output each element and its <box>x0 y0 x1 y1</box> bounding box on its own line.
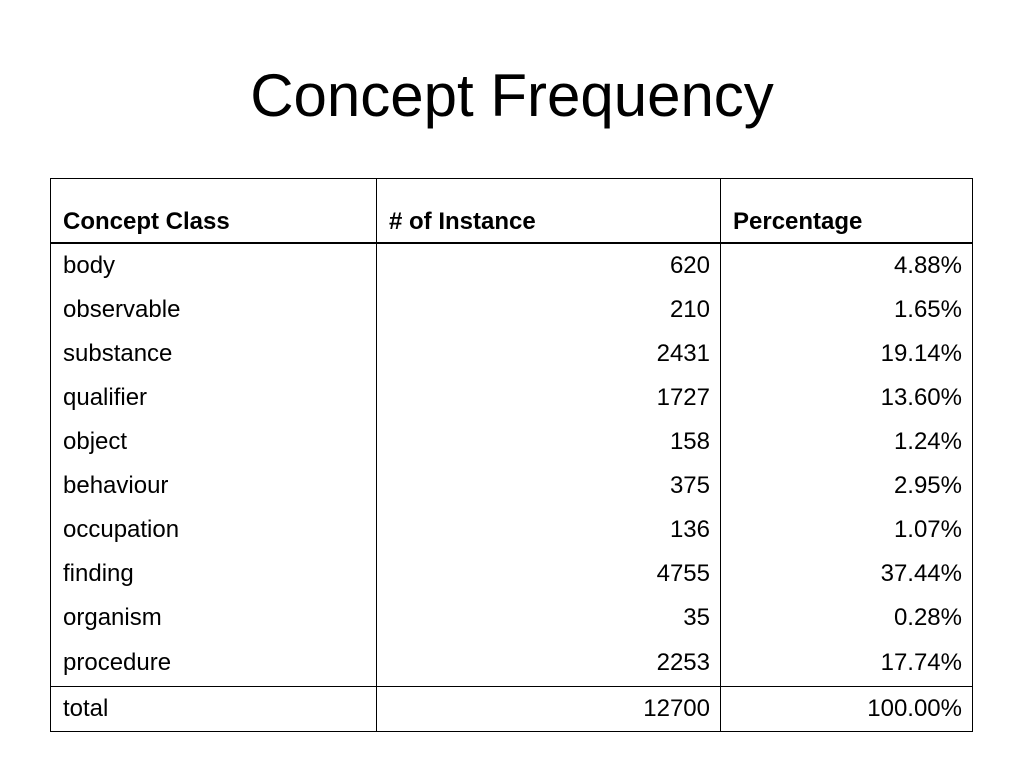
concept-class-cell: behaviour <box>51 464 377 508</box>
percentage-cell: 2.95% <box>721 464 973 508</box>
table-header-row <box>51 179 973 243</box>
instance-count-cell: 2431 <box>377 332 721 376</box>
concept-frequency-table <box>50 178 973 732</box>
concept-class-cell: qualifier <box>51 376 377 420</box>
instance-count-cell: 158 <box>377 420 721 464</box>
table-row <box>51 288 973 332</box>
table-row <box>51 376 973 420</box>
instance-count-cell: 620 <box>377 243 721 288</box>
percentage-cell: 1.65% <box>721 288 973 332</box>
table-row <box>51 332 973 376</box>
concept-class-cell: occupation <box>51 508 377 552</box>
percentage-cell: 0.28% <box>721 596 973 640</box>
instance-count-cell: 1727 <box>377 376 721 420</box>
table-total-row <box>51 686 973 731</box>
percentage-cell: 37.44% <box>721 552 973 596</box>
table-row <box>51 508 973 552</box>
table-row <box>51 552 973 596</box>
concept-class-cell: body <box>51 243 377 288</box>
percentage-cell: 1.07% <box>721 508 973 552</box>
instance-count-cell: 375 <box>377 464 721 508</box>
percentage-cell: 13.60% <box>721 376 973 420</box>
table-row <box>51 464 973 508</box>
instance-count-cell: 35 <box>377 596 721 640</box>
total-label-cell: total <box>51 686 377 731</box>
page-title: Concept Frequency <box>250 62 774 129</box>
percentage-cell: 4.88% <box>721 243 973 288</box>
total-instance-count-cell: 12700 <box>377 686 721 731</box>
instance-count-cell: 2253 <box>377 640 721 687</box>
instance-count-cell: 4755 <box>377 552 721 596</box>
table-row <box>51 640 973 687</box>
header-concept-class: Concept Class <box>51 179 377 243</box>
concept-class-cell: organism <box>51 596 377 640</box>
table-row <box>51 243 973 288</box>
percentage-cell: 19.14% <box>721 332 973 376</box>
concept-class-cell: substance <box>51 332 377 376</box>
percentage-cell: 1.24% <box>721 420 973 464</box>
concept-class-cell: observable <box>51 288 377 332</box>
percentage-cell: 17.74% <box>721 640 973 687</box>
table-row <box>51 420 973 464</box>
header-percentage: Percentage <box>721 179 973 243</box>
concept-class-cell: object <box>51 420 377 464</box>
instance-count-cell: 136 <box>377 508 721 552</box>
instance-count-cell: 210 <box>377 288 721 332</box>
header-instance-count: # of Instance <box>377 179 721 243</box>
table-row <box>51 596 973 640</box>
total-percentage-cell: 100.00% <box>721 686 973 731</box>
concept-class-cell: procedure <box>51 640 377 687</box>
concept-class-cell: finding <box>51 552 377 596</box>
